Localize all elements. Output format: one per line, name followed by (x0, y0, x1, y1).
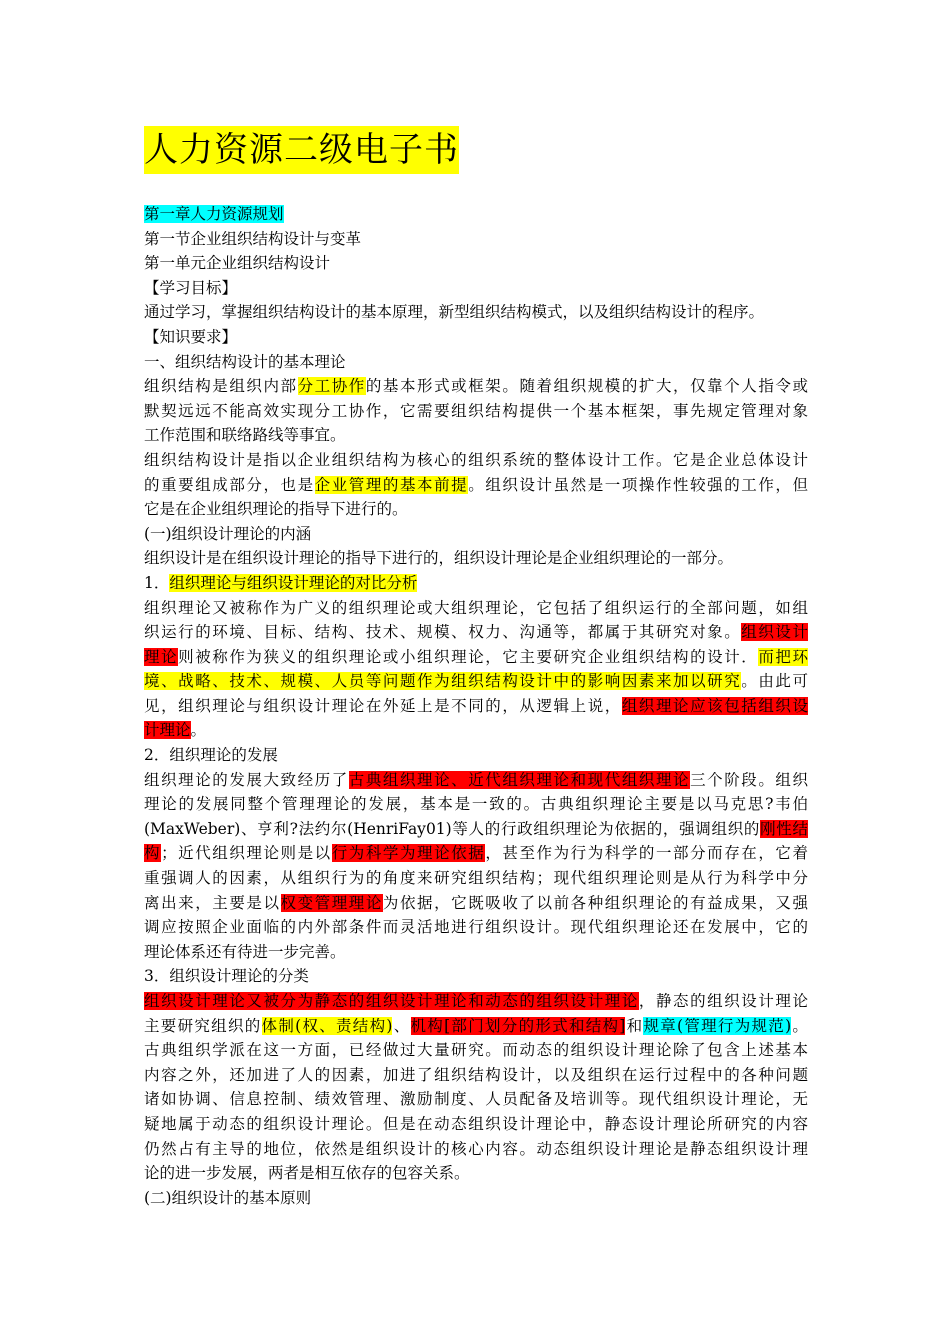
highlighted-text: 第一章人力资源规划 (144, 205, 284, 223)
text-run: 离出来，主要是以 (144, 893, 281, 912)
text-line (144, 350, 808, 375)
text-run: (MaxWeber)、亨利?法约尔(HenriFay01)等人的行政组织理论为依据的，强调组织的 (144, 819, 761, 838)
text-run: 织运行的环境、目标、结构、技术、规模、权力、沟通等，都属于其研究对象。 (144, 623, 742, 642)
text-line (144, 620, 808, 645)
text-run: 仍然占有主导的地位，依然是组织设计的核心内容。动态组织设计理论是静态组织设计理 (144, 1139, 808, 1158)
text-line (144, 817, 808, 842)
highlighted-text: 组织设计 (741, 623, 808, 642)
text-run: 重强调人的因素，从组织行为的角度来研究组织结构；现代组织理论则是从行为科学中分 (144, 869, 808, 888)
text-run: 理论体系还有待进一步完善。 (144, 942, 346, 961)
text-run: (一)组织设计理论的内涵 (144, 524, 312, 543)
text-line (144, 571, 808, 596)
text-run: 调应按照企业面临的内外部条件而灵活地进行组织设计。现代组织理论还在发展中，它的 (144, 918, 808, 937)
highlighted-text: 企业管理的基本前提 (314, 475, 469, 494)
text-line (144, 1014, 808, 1039)
text-run: 通过学习，掌握组织结构设计的基本原理，新型组织结构模式，以及组织结构设计的程序。 (144, 303, 765, 322)
highlighted-text: 构 (144, 844, 162, 863)
text-line (144, 202, 808, 227)
text-line (144, 645, 808, 670)
text-run: 组织设计是在组织设计理论的指导下进行的，组织设计理论是企业组织理论的一部分。 (144, 549, 734, 568)
text-line (144, 1087, 808, 1112)
highlighted-text: 分工协作 (297, 377, 366, 396)
text-line (144, 251, 808, 276)
highlighted-text: 组织设计理论又被分为静态的组织设计理论和动态的组织设计理论 (144, 992, 639, 1010)
text-run: ；近代组织理论则是以 (161, 844, 332, 863)
text-run: 三个阶段。组织 (690, 770, 808, 789)
document-title: 人力资源二级电子书 (144, 126, 459, 174)
text-run: 。 (190, 721, 207, 740)
text-run: 主要研究组织的 (144, 1016, 262, 1035)
text-run: 见，组织理论与组织设计理论在外延上是不同的，从逻辑上说， (144, 696, 622, 715)
text-run: 内容之外，还加进了人的因素，加进了组织结构设计，以及组织在运行过程中的各种问题 (144, 1065, 808, 1084)
highlighted-text: 组织理论应该包括组织设 (621, 696, 808, 715)
text-run: 1． (144, 573, 170, 592)
text-line (144, 718, 808, 743)
text-run: 2．组织理论的发展 (144, 746, 278, 765)
text-run: 为依据，它既吸收了以前各种组织理论的有益成果，又强 (382, 893, 808, 912)
text-run: ，静态的组织设计理论 (638, 992, 808, 1010)
text-line (144, 276, 808, 301)
text-line (144, 1186, 808, 1211)
highlighted-text: 境、战略、技术、规模、人员等问题作为组织结构设计中的影响因素来加以研究 (144, 672, 742, 691)
text-line (144, 423, 808, 448)
text-run: 3．组织设计理论的分类 (144, 967, 309, 986)
highlighted-text: 理论 (144, 647, 179, 666)
text-line (144, 300, 808, 325)
text-run: 诸如协调、信息控制、绩效管理、激励制度、人员配备及培训等。现代组织设计理论，无 (144, 1090, 808, 1109)
highlighted-text: 组织理论与组织设计理论的对比分析 (169, 573, 418, 592)
text-line (144, 1161, 808, 1186)
text-run: 它是在企业组织理论的指导下进行的。 (144, 500, 408, 519)
text-line (144, 768, 808, 793)
text-run: 组织结构是组织内部 (144, 377, 298, 396)
highlighted-text: 权变管理理论 (280, 893, 383, 912)
text-run: 默契远远不能高效实现分工协作，它需要组织结构提供一个基本框架，事先规定管理对象 (144, 401, 808, 420)
text-run: 疑地属于动态的组织设计理论。但是在动态组织设计理论中，静态设计理论所研究的内容 (144, 1114, 808, 1133)
highlighted-text: 刚性结 (760, 819, 808, 838)
text-run: 。组织设计虽然是一项操作性较强的工作，但 (468, 475, 808, 494)
text-line (144, 964, 808, 989)
text-line (144, 989, 808, 1014)
text-run: 。 (791, 1016, 808, 1035)
highlighted-text: 行为科学为理论依据 (331, 844, 486, 863)
text-run: 第一单元企业组织结构设计 (144, 254, 331, 273)
text-run: 、 (392, 1016, 411, 1035)
text-run: 和 (625, 1016, 644, 1035)
text-line (144, 743, 808, 768)
text-run: 。由此可 (741, 672, 808, 691)
text-run: 一、组织结构设计的基本理论 (144, 352, 346, 371)
text-line (144, 473, 808, 498)
text-run: 则被称作为狭义的组织理论或小组织理论，它主要研究企业组织结构的设计． (178, 647, 759, 666)
highlighted-text: 计理论 (144, 721, 191, 740)
text-line (144, 596, 808, 621)
highlighted-text: 规章(管理行为规范) (643, 1016, 792, 1035)
text-line (144, 546, 808, 571)
text-line (144, 522, 808, 547)
text-line (144, 497, 808, 522)
text-run: 论的进一步发展，两者是相互依存的包容关系。 (144, 1164, 470, 1183)
text-run: 理论的发展同整个管理理论的发展，基本是一致的。古典组织理论主要是以马克思?韦伯 (144, 795, 808, 814)
text-line (144, 399, 808, 424)
text-run: 工作范围和联络路线等事宜。 (144, 426, 346, 445)
text-line (144, 866, 808, 891)
text-line (144, 448, 808, 473)
text-line (144, 694, 808, 719)
text-line (144, 374, 808, 399)
text-run: 第一节企业组织结构设计与变革 (144, 229, 362, 248)
text-run: 【知识要求】 (144, 327, 238, 346)
document-page (144, 126, 808, 1210)
document-body (144, 202, 808, 1210)
highlighted-text: 机构[部门划分的形式和结构] (410, 1016, 626, 1035)
text-run: 组织理论又被称作为广义的组织理论或大组织理论，它包括了组织运行的全部问题，如组 (144, 598, 808, 617)
text-run: ，甚至作为行为科学的一部分而存在，它着 (485, 844, 808, 863)
text-line (144, 915, 808, 940)
text-run: (二)组织设计的基本原则 (144, 1188, 312, 1207)
text-line (144, 1063, 808, 1088)
highlighted-text: 体制(权、责结构) (261, 1016, 393, 1035)
text-line (144, 1112, 808, 1137)
text-line (144, 792, 808, 817)
text-run: 的重要组成部分，也是 (144, 475, 315, 494)
text-line (144, 841, 808, 866)
text-run: 组织理论的发展大致经历了 (144, 770, 349, 789)
text-line (144, 1137, 808, 1162)
text-line (144, 669, 808, 694)
text-line (144, 1038, 808, 1063)
text-line (144, 891, 808, 916)
highlighted-text: 古典组织理论、近代组织理论和现代组织理论 (348, 770, 691, 789)
text-line (144, 940, 808, 965)
text-run: 古典组织学派在这一方面，已经做过大量研究。而动态的组织设计理论除了包含上述基本 (144, 1041, 808, 1060)
text-run: 组织结构设计是指以企业组织结构为核心的组织系统的整体设计工作。它是企业总体设计 (144, 450, 808, 469)
text-run: 【学习目标】 (144, 278, 238, 297)
highlighted-text: 而把环 (758, 647, 808, 666)
text-line (144, 325, 808, 350)
text-line (144, 227, 808, 252)
text-run: 的基本形式或框架。随着组织规模的扩大，仅靠个人指令或 (365, 377, 808, 396)
